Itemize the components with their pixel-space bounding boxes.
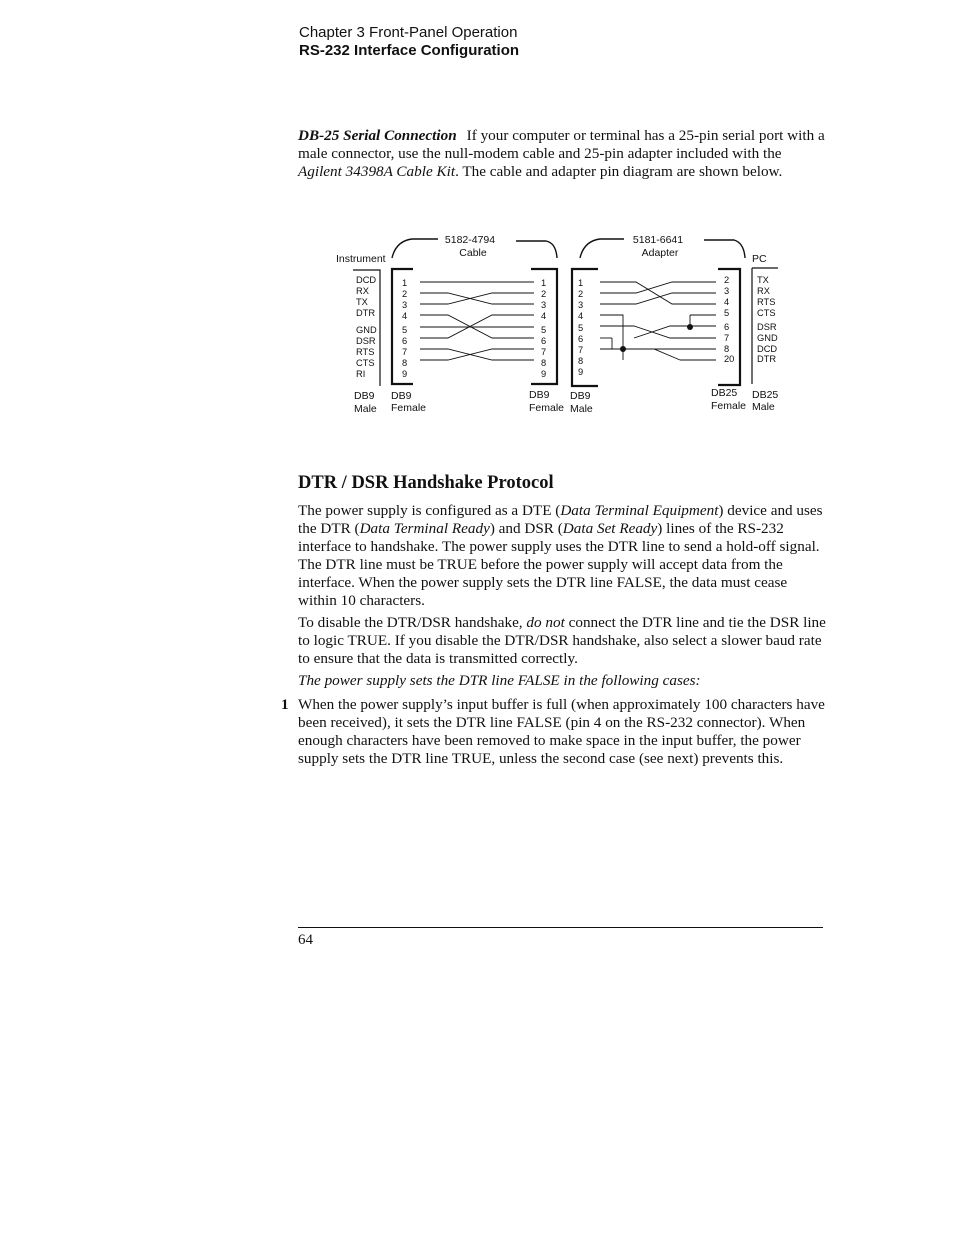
pin-number: 8	[724, 344, 730, 354]
signal-label: RI	[356, 369, 366, 379]
connector-gender: Female	[529, 402, 565, 414]
footer-divider	[298, 927, 823, 928]
instrument-label: Instrument	[336, 253, 386, 265]
connector-type: DB9	[529, 389, 550, 401]
connector-type: DB25	[711, 387, 738, 399]
pin-number: 8	[402, 358, 408, 368]
adapter-label: Adapter	[641, 247, 679, 259]
pin-number: 9	[578, 367, 584, 377]
connector-gender: Female	[391, 402, 427, 414]
pin-number: 6	[724, 322, 730, 332]
adapter-brace-left	[580, 239, 624, 258]
pin-number: 5	[578, 323, 584, 333]
list-item-number: 1	[281, 696, 289, 713]
cable-brace-right	[516, 241, 557, 258]
signal-label: RX	[356, 286, 369, 296]
signal-label: TX	[356, 297, 368, 307]
pin-number: 7	[402, 347, 408, 357]
signal-label: TX	[757, 275, 769, 285]
pin-number: 9	[402, 369, 408, 379]
signal-label: CTS	[757, 308, 776, 318]
cable-wiring	[420, 282, 534, 360]
pin-number: 8	[578, 356, 584, 366]
signal-label: DTR	[757, 354, 777, 364]
pc-label: PC	[752, 253, 767, 265]
intro-paragraph: DB-25 Serial Connection If your computer or terminal has a 25-pin serial port with a male connector, use the null-modem cable and 25-pin adapter included with the Agilent 34398A Cable Kit. The cable and adapter pin diagram are shown below.	[298, 127, 825, 180]
section-heading: DTR / DSR Handshake Protocol	[298, 473, 554, 493]
cable-part-number: 5182-4794	[444, 234, 496, 246]
connector-gender: Female	[711, 400, 747, 412]
pin-number: 2	[578, 289, 584, 299]
pin-number: 5	[402, 325, 408, 335]
pin-number: 2	[724, 275, 730, 285]
pin-number: 7	[578, 345, 584, 355]
signal-label: DSR	[356, 336, 376, 346]
signal-label: DTR	[356, 308, 376, 318]
connector-type: DB9	[570, 390, 591, 402]
junction-dot	[687, 324, 693, 330]
dtr-dsr-paragraph: The power supply is configured as a DTE (Data Terminal Equipment) device and uses the DTR (Data Terminal Ready) and DSR (Data Set Ready) lines of the RS-232 interface to handshake. The power supply uses the DTR line to send a hold-off signal. The DTR line must be TRUE before the power supply will accept data from the interface. When the power supply sets the DTR line FALSE, the data must cease within 10 characters.	[298, 502, 823, 609]
signal-label: DSR	[757, 322, 777, 332]
list-item: When the power supply’s input buffer is full (when approximately 100 characters have been received), it sets the DTR line FALSE (pin 4 on the RS-232 connector). When enough characters have been removed to make space in the input buffer, the power supply sets the DTR line TRUE, unless the second case (see next) prevents this.	[298, 696, 825, 767]
pin-number: 6	[578, 334, 584, 344]
pin-number: 5	[541, 325, 547, 335]
pin-number: 8	[541, 358, 547, 368]
pin-number: 7	[724, 333, 730, 343]
adapter-wiring	[600, 282, 716, 360]
pin-number: 2	[402, 289, 408, 299]
signal-label: CTS	[356, 358, 375, 368]
pin-number: 4	[724, 297, 730, 307]
pin-number: 9	[541, 369, 547, 379]
signal-label: RTS	[757, 297, 776, 307]
pin-diagram	[0, 0, 954, 440]
signal-label: RX	[757, 286, 770, 296]
pin-number: 5	[724, 308, 730, 318]
connector-gender: Male	[570, 403, 593, 415]
connector-type: DB25	[752, 389, 779, 401]
signal-label: DCD	[356, 275, 377, 285]
kit-name: Agilent 34398A Cable Kit	[298, 163, 456, 180]
signal-label: RTS	[356, 347, 375, 357]
pin-number: 3	[402, 300, 408, 310]
connector-type: DB9	[391, 390, 412, 402]
pin-number: 4	[578, 311, 584, 321]
chapter-title: Chapter 3 Front-Panel Operation	[299, 24, 518, 41]
adapter-part-number: 5181-6641	[632, 234, 684, 246]
intro-title: DB-25 Serial Connection	[298, 127, 457, 144]
db9-male-adapter-outline	[572, 269, 598, 386]
pin-number: 7	[541, 347, 547, 357]
pin-number: 4	[541, 311, 547, 321]
cases-lead-in: The power supply sets the DTR line FALSE in the following cases:	[298, 672, 701, 689]
pin-number: 3	[541, 300, 547, 310]
signal-label: GND	[757, 333, 778, 343]
pin-number: 3	[724, 286, 730, 296]
pin-number: 1	[402, 278, 408, 288]
cable-label: Cable	[459, 247, 487, 259]
pin-number: 6	[541, 336, 547, 346]
signal-label: GND	[356, 325, 377, 335]
pin-number: 4	[402, 311, 408, 321]
connector-gender: Male	[752, 401, 775, 413]
page-number: 64	[298, 932, 313, 948]
section-header: RS-232 Interface Configuration	[299, 42, 520, 59]
disable-handshake-paragraph: To disable the DTR/DSR handshake, do not connect the DTR line and tie the DSR line to logic TRUE. If you disable the DTR/DSR handshake, also select a slower baud rate to ensure that the data is transmitted correctly.	[298, 614, 826, 667]
junction-dot	[620, 346, 626, 352]
cable-brace-left	[392, 239, 438, 258]
pin-number: 20	[724, 354, 735, 364]
pin-number: 6	[402, 336, 408, 346]
adapter-brace-right	[704, 240, 745, 258]
pin-number: 2	[541, 289, 547, 299]
connector-gender: Male	[354, 403, 377, 415]
pin-number: 1	[541, 278, 547, 288]
signal-label: DCD	[757, 344, 778, 354]
pin-number: 1	[578, 278, 584, 288]
connector-type: DB9	[354, 390, 375, 402]
pin-number: 3	[578, 300, 584, 310]
